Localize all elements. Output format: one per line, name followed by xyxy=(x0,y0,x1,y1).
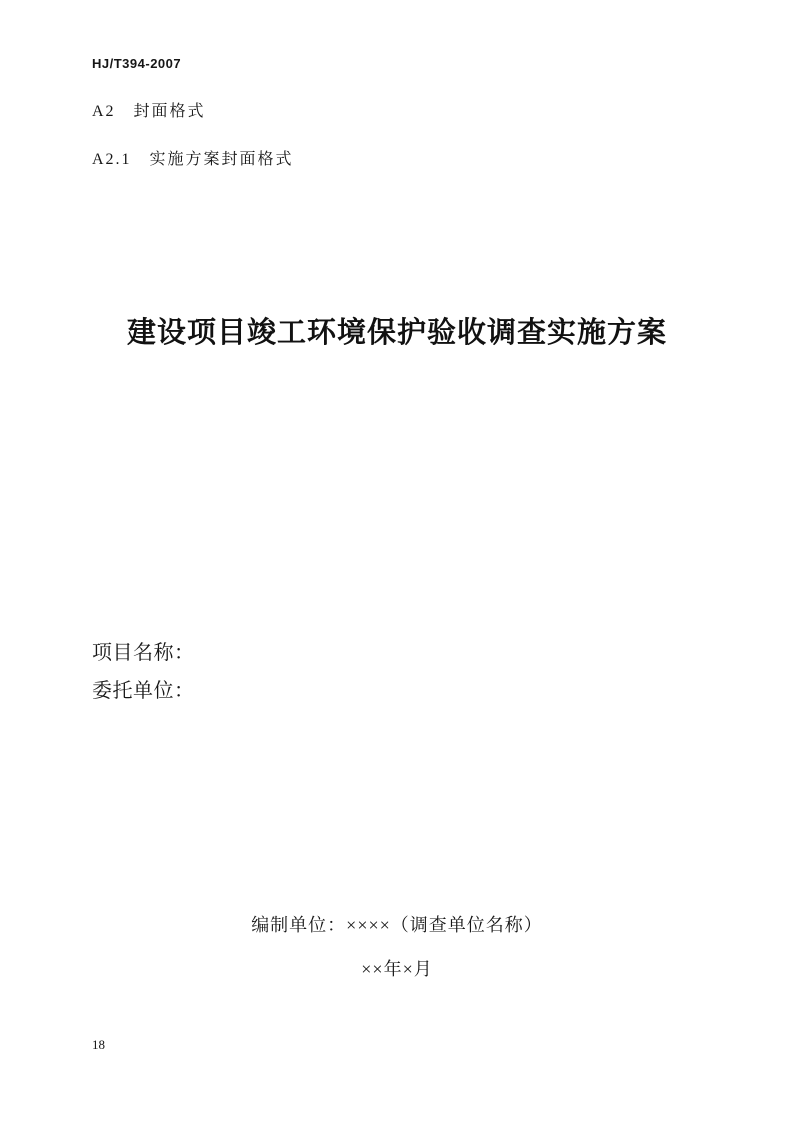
standard-code: HJ/T394-2007 xyxy=(92,56,182,71)
prepared-by-line: 编制单位：××××（调查单位名称） xyxy=(251,915,543,935)
client-unit-label: 委托单位： xyxy=(92,680,195,702)
document-title: 建设项目竣工环境保护验收调查实施方案 xyxy=(126,315,667,349)
subsection-heading-a2-1: A2.1 实施方案封面格式 xyxy=(92,151,294,168)
date-line: ××年×月 xyxy=(361,959,433,979)
section-heading-a2: A2 封面格式 xyxy=(92,103,206,120)
page-number: 18 xyxy=(92,1037,105,1052)
project-name-label: 项目名称： xyxy=(92,642,195,664)
